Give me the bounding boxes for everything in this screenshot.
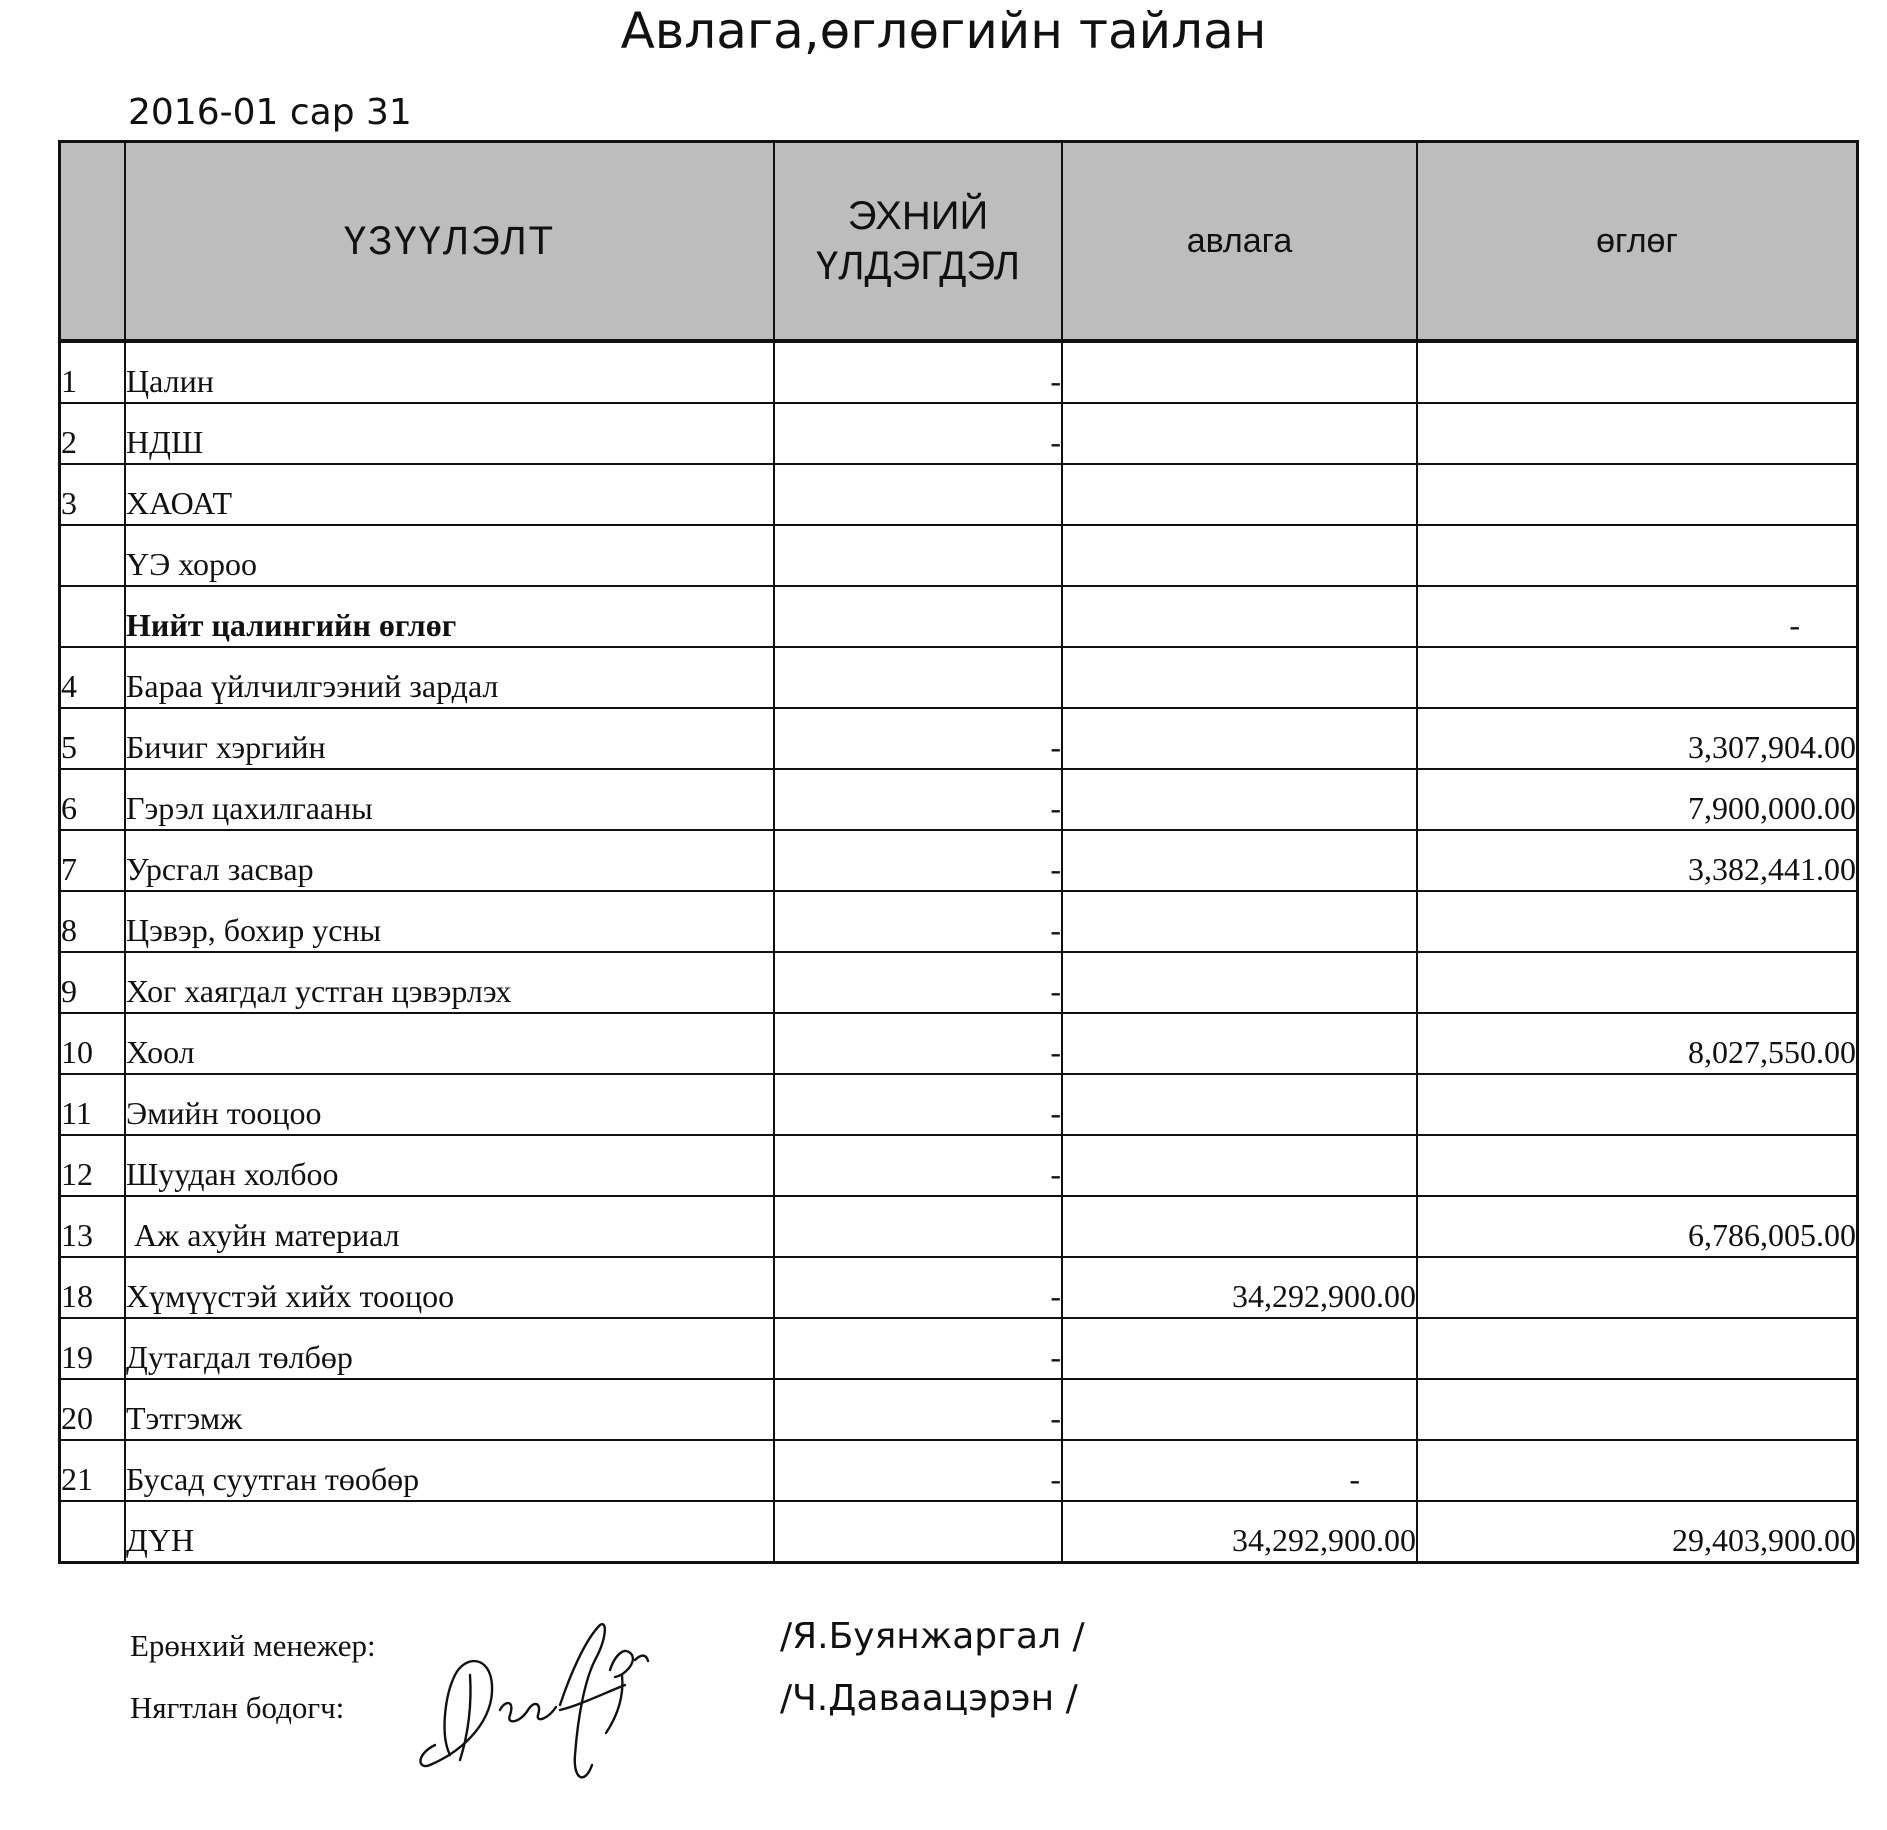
- row-description: Нийт цалингийн өглөг: [125, 586, 774, 647]
- row-description: Бараа үйлчилгээний зардал: [125, 647, 774, 708]
- row-number: 11: [60, 1074, 126, 1135]
- row-opening-balance: -: [774, 891, 1062, 952]
- row-payable: [1417, 952, 1858, 1013]
- table-header-row: [60, 142, 1858, 342]
- row-receivable: [1062, 647, 1417, 708]
- table-row: [60, 1013, 1858, 1074]
- header-receivable: авлага: [1062, 142, 1417, 342]
- row-number: 8: [60, 891, 126, 952]
- row-opening-balance: -: [774, 708, 1062, 769]
- total-receivable: 34,292,900.00: [1062, 1501, 1417, 1563]
- row-number: 5: [60, 708, 126, 769]
- row-description: Аж ахуйн материал: [125, 1196, 774, 1257]
- row-payable: 7,900,000.00: [1417, 769, 1858, 830]
- table-row: [60, 341, 1858, 403]
- row-number: 6: [60, 769, 126, 830]
- row-description: Эмийн тооцоо: [125, 1074, 774, 1135]
- row-payable: [1417, 464, 1858, 525]
- row-number: 10: [60, 1013, 126, 1074]
- total-number: [60, 1501, 126, 1563]
- row-opening-balance: [774, 1196, 1062, 1257]
- row-number: 20: [60, 1379, 126, 1440]
- row-opening-balance: -: [774, 1379, 1062, 1440]
- general-manager-name: /Я.Буянжаргал /: [780, 1616, 1085, 1657]
- row-receivable: [1062, 403, 1417, 464]
- row-receivable: [1062, 1074, 1417, 1135]
- row-receivable: [1062, 1013, 1417, 1074]
- row-receivable: [1062, 525, 1417, 586]
- row-opening-balance: -: [774, 1013, 1062, 1074]
- row-opening-balance: -: [774, 1440, 1062, 1501]
- header-payable: өглөг: [1417, 142, 1858, 342]
- row-receivable: [1062, 1196, 1417, 1257]
- row-opening-balance: [774, 464, 1062, 525]
- row-number: 21: [60, 1440, 126, 1501]
- row-receivable: [1062, 586, 1417, 647]
- row-description: Цалин: [125, 341, 774, 403]
- row-description: Гэрэл цахилгааны: [125, 769, 774, 830]
- row-description: Урсгал засвар: [125, 830, 774, 891]
- row-opening-balance: -: [774, 1257, 1062, 1318]
- row-description: Цэвэр, бохир усны: [125, 891, 774, 952]
- row-number: 12: [60, 1135, 126, 1196]
- row-opening-balance: [774, 525, 1062, 586]
- row-opening-balance: -: [774, 1318, 1062, 1379]
- row-payable: [1417, 891, 1858, 952]
- row-description: НДШ: [125, 403, 774, 464]
- row-description: ҮЭ хороо: [125, 525, 774, 586]
- handwritten-signature: [410, 1615, 700, 1795]
- table-row: [60, 1074, 1858, 1135]
- row-receivable: [1062, 341, 1417, 403]
- row-description: Бусад суутган төобөр: [125, 1440, 774, 1501]
- header-number: [60, 142, 126, 342]
- row-opening-balance: [774, 647, 1062, 708]
- row-payable: 6,786,005.00: [1417, 1196, 1858, 1257]
- row-description: Дутагдал төлбөр: [125, 1318, 774, 1379]
- row-payable: 3,382,441.00: [1417, 830, 1858, 891]
- row-description: Бичиг хэргийн: [125, 708, 774, 769]
- row-number: 1: [60, 341, 126, 403]
- table-row: [60, 830, 1858, 891]
- row-receivable: [1062, 769, 1417, 830]
- row-receivable: -: [1062, 1440, 1417, 1501]
- row-opening-balance: -: [774, 1135, 1062, 1196]
- row-number: 13: [60, 1196, 126, 1257]
- table-row: [60, 1318, 1858, 1379]
- row-number: 19: [60, 1318, 126, 1379]
- row-opening-balance: -: [774, 830, 1062, 891]
- accountant-name: /Ч.Даваацэрэн /: [780, 1678, 1078, 1719]
- table-row: [60, 586, 1858, 647]
- row-description: Хоол: [125, 1013, 774, 1074]
- row-payable: [1417, 403, 1858, 464]
- total-opening-balance: [774, 1501, 1062, 1563]
- table-row: [60, 403, 1858, 464]
- row-payable: [1417, 341, 1858, 403]
- row-payable: [1417, 1257, 1858, 1318]
- table-row: [60, 708, 1858, 769]
- table-row: [60, 525, 1858, 586]
- row-payable: 8,027,550.00: [1417, 1013, 1858, 1074]
- table-row: [60, 1196, 1858, 1257]
- row-payable: [1417, 1135, 1858, 1196]
- row-number: 3: [60, 464, 126, 525]
- row-opening-balance: -: [774, 1074, 1062, 1135]
- row-receivable: [1062, 1379, 1417, 1440]
- table-row: [60, 769, 1858, 830]
- row-description: Шуудан холбоо: [125, 1135, 774, 1196]
- row-payable: [1417, 525, 1858, 586]
- row-receivable: [1062, 891, 1417, 952]
- row-number: 9: [60, 952, 126, 1013]
- row-receivable: [1062, 464, 1417, 525]
- row-receivable: 34,292,900.00: [1062, 1257, 1417, 1318]
- row-opening-balance: [774, 586, 1062, 647]
- total-row: [60, 1501, 1858, 1563]
- table-row: [60, 464, 1858, 525]
- table-row: [60, 1257, 1858, 1318]
- total-label: ДҮН: [125, 1501, 774, 1563]
- header-description: ҮЗҮҮЛЭЛТ: [125, 142, 774, 342]
- accountant-label: Нягтлан бодогч:: [130, 1690, 345, 1725]
- row-description: ХАОАТ: [125, 464, 774, 525]
- row-number: 7: [60, 830, 126, 891]
- row-payable: [1417, 1379, 1858, 1440]
- table-row: [60, 891, 1858, 952]
- row-payable: -: [1417, 586, 1858, 647]
- row-receivable: [1062, 708, 1417, 769]
- table-row: [60, 1379, 1858, 1440]
- row-opening-balance: -: [774, 341, 1062, 403]
- row-opening-balance: -: [774, 952, 1062, 1013]
- report-date: 2016-01 сар 31: [128, 92, 412, 133]
- table-row: [60, 647, 1858, 708]
- row-description: Тэтгэмж: [125, 1379, 774, 1440]
- row-number: 18: [60, 1257, 126, 1318]
- receivables-payables-table: [58, 140, 1859, 1564]
- row-number: 4: [60, 647, 126, 708]
- row-opening-balance: -: [774, 403, 1062, 464]
- row-payable: [1417, 1318, 1858, 1379]
- row-payable: [1417, 647, 1858, 708]
- row-receivable: [1062, 1318, 1417, 1379]
- row-payable: [1417, 1440, 1858, 1501]
- row-receivable: [1062, 1135, 1417, 1196]
- table-row: [60, 1440, 1858, 1501]
- report-title: Авлага,өглөгийн тайлан: [620, 2, 1267, 60]
- table-row: [60, 1135, 1858, 1196]
- general-manager-label: Ерөнхий менежер:: [130, 1628, 376, 1663]
- row-payable: 3,307,904.00: [1417, 708, 1858, 769]
- row-payable: [1417, 1074, 1858, 1135]
- row-receivable: [1062, 830, 1417, 891]
- total-payable: 29,403,900.00: [1417, 1501, 1858, 1563]
- row-number: 2: [60, 403, 126, 464]
- header-opening-balance: ЭХНИЙ ҮЛДЭГДЭЛ: [774, 142, 1062, 342]
- table-row: [60, 952, 1858, 1013]
- row-description: Хог хаягдал устган цэвэрлэх: [125, 952, 774, 1013]
- row-opening-balance: -: [774, 769, 1062, 830]
- row-number: [60, 586, 126, 647]
- row-description: Хүмүүстэй хийх тооцоо: [125, 1257, 774, 1318]
- row-number: [60, 525, 126, 586]
- row-receivable: [1062, 952, 1417, 1013]
